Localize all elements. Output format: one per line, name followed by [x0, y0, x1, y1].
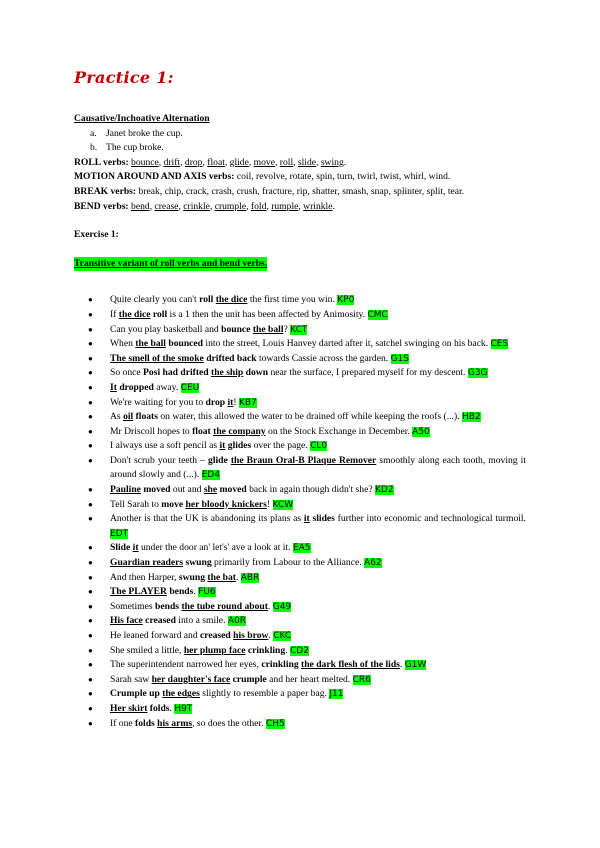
- corpus-code-badge: HB2: [461, 412, 481, 423]
- example-sentence: [74, 352, 526, 367]
- corpus-code-badge: KCW: [272, 499, 294, 510]
- verb-text: drop: [205, 396, 228, 408]
- sentence-text: smoothly along each tooth, moving it around slowly and (...).: [110, 454, 526, 481]
- corpus-code-badge: G49: [272, 601, 292, 612]
- alternation-label: a.: [90, 127, 97, 139]
- sentence-text: near the surface, I prepared myself for my descent.: [268, 367, 468, 379]
- argument-text: it: [219, 440, 226, 452]
- sentence-text: And then Harper,: [110, 571, 179, 583]
- corpus-code-badge: KB7: [238, 397, 257, 408]
- verb-item: break, chip, crack, crash, crush, fracture, rip, shatter, smash, snap, splinter, split, tear.: [138, 185, 465, 197]
- argument-text: the bat: [207, 571, 236, 583]
- sentence-text: Quite clearly you can't: [110, 294, 200, 306]
- corpus-code-badge: FU6: [198, 587, 216, 598]
- verb-item: glide: [229, 156, 249, 168]
- verb-class-name: BEND verbs:: [74, 200, 132, 212]
- corpus-code-badge: KCT: [290, 324, 308, 335]
- verb-class-line: ROLL verbs: bounce, drift, drop, float, glide, move, roll, slide, swing.: [74, 156, 347, 168]
- sentence-text: If one: [110, 717, 136, 729]
- sentence-text: .: [235, 571, 241, 583]
- verb-text: bounced: [165, 338, 204, 350]
- argument-text: it: [227, 396, 234, 408]
- argument-text: oil: [123, 411, 134, 423]
- verb-item: rumple: [271, 200, 299, 212]
- corpus-code-badge: EDT: [110, 528, 129, 539]
- sentence-text: on water, this allowed the water to be drained off while keeping the roofs (...).: [157, 411, 462, 423]
- corpus-code-badge: CD2: [289, 645, 309, 656]
- example-sentence: [74, 717, 526, 732]
- verb-text: floats: [133, 411, 158, 423]
- verb-item: wrinkle: [303, 200, 333, 212]
- sentence-text: slightly to resemble a paper bag.: [199, 688, 330, 700]
- example-sentence: [74, 571, 526, 586]
- sentence-text: is a 1 then the unit has been affected by Animosity.: [167, 308, 368, 320]
- verb-class-line: [74, 170, 526, 185]
- sentence-text: !: [266, 498, 273, 510]
- corpus-code-badge: A0R: [227, 616, 247, 627]
- sentence-text: .: [285, 644, 290, 656]
- alternation-label: b.: [90, 142, 98, 154]
- sentence-text: The superintendent narrowed her eyes,: [110, 659, 262, 671]
- exercise-heading: Exercise 1:: [74, 229, 119, 241]
- example-sentence: [74, 556, 526, 571]
- verb-item: swing: [320, 156, 344, 168]
- sentence-text: and her heart melted.: [266, 673, 353, 685]
- corpus-code-badge: A50: [412, 426, 430, 437]
- corpus-code-badge: G1S: [390, 353, 409, 364]
- corpus-code-badge: CKC: [273, 631, 292, 641]
- sentence-text: We're waiting for you to: [110, 396, 206, 408]
- argument-text: the Braun Oral-B Plaque Remover: [230, 454, 377, 466]
- sentence-text: the first time you win.: [247, 294, 338, 306]
- transitive-heading: Transitive variant of roll verbs and bend verbs.: [74, 257, 267, 272]
- argument-text: his brow: [233, 630, 269, 641]
- argument-text: Guardian readers: [110, 557, 184, 569]
- page-title: Practice 1:: [74, 68, 174, 87]
- corpus-code-badge: KP0: [337, 295, 355, 306]
- verb-class-name: MOTION AROUND AND AXIS verbs:: [74, 171, 237, 183]
- verb-class-name: ROLL verbs:: [74, 156, 132, 168]
- corpus-code-badge: CH5: [265, 718, 285, 729]
- example-sentence: [74, 483, 526, 498]
- sentence-text: over the page.: [251, 440, 311, 452]
- verb-text: Slide: [110, 542, 133, 554]
- example-sentence: [74, 293, 526, 308]
- argument-text: the ball: [135, 338, 166, 350]
- example-sentence-list: [74, 293, 526, 731]
- sentence-text: primarily from Labour to the Alliance.: [211, 557, 365, 569]
- sentence-text: towards Cassie across the garden.: [256, 352, 391, 364]
- corpus-code-badge: CES: [490, 339, 509, 350]
- verb-text: roll: [150, 308, 168, 320]
- example-sentence: [74, 512, 526, 541]
- sentence-text: .: [267, 600, 273, 612]
- corpus-code-badge: EA5: [292, 543, 311, 554]
- verb-text: move: [161, 498, 186, 510]
- sentence-text: Can you play basketball and: [110, 323, 222, 335]
- sentence-text: When: [110, 338, 136, 350]
- sentence-text: under the door an' let's' ave a look at it.: [138, 542, 293, 554]
- verb-text: float: [192, 425, 214, 437]
- argument-text: his arms: [157, 717, 193, 729]
- argument-text: her bloody knickers: [185, 498, 267, 510]
- sentence-text: .: [169, 702, 175, 714]
- verb-text: bounce: [221, 323, 253, 335]
- verb-text: Crumple up: [110, 688, 163, 700]
- corpus-code-badge: G1W: [404, 660, 427, 671]
- corpus-code-badge: A62: [364, 558, 382, 569]
- example-sentence: [74, 498, 526, 513]
- argument-text: her plump face: [183, 644, 246, 656]
- corpus-code-badge: ABR: [240, 572, 260, 583]
- verb-item: float: [207, 156, 225, 168]
- verb-class-line: [74, 185, 526, 200]
- example-sentence: [74, 629, 526, 644]
- verb-text: folds: [135, 717, 158, 729]
- verb-text: dropped: [116, 381, 154, 393]
- example-sentence: [74, 541, 526, 556]
- example-sentence: [74, 614, 526, 629]
- argument-text: The PLAYER: [110, 586, 167, 598]
- example-sentence: [74, 644, 526, 659]
- argument-text: Her skirt: [110, 702, 148, 714]
- verb-item: move: [253, 156, 275, 168]
- argument-text: the ball: [252, 323, 284, 335]
- verb-item: drift: [163, 156, 181, 168]
- sentence-text: Sarah saw: [110, 673, 152, 685]
- argument-text: the tube round about: [181, 600, 268, 612]
- verb-text: folds: [147, 702, 170, 714]
- example-sentence: [74, 673, 526, 688]
- example-sentence: [74, 308, 526, 323]
- example-sentence: [74, 425, 526, 440]
- sentence-text: I always use a soft pencil as: [110, 440, 220, 452]
- alternation-list: [74, 127, 526, 156]
- verb-text: crinkling: [261, 659, 302, 671]
- argument-text: the dice: [215, 294, 248, 306]
- verb-text: Posi had drifted: [143, 367, 212, 379]
- sentence-text: ?: [283, 323, 291, 335]
- argument-text: it: [303, 513, 310, 525]
- verb-text: swung: [178, 571, 208, 583]
- sentence-text: Sometimes: [110, 600, 156, 612]
- argument-text: Pauline: [110, 484, 141, 496]
- sentence-text: He leaned forward and: [110, 630, 201, 641]
- verb-text: bends: [166, 586, 194, 598]
- sentence-text: out and: [170, 484, 204, 496]
- example-sentence: [74, 366, 526, 381]
- sentence-text: !: [233, 396, 239, 408]
- alternation-text: The cup broke.: [106, 142, 164, 154]
- verb-item: bend: [131, 200, 150, 212]
- verb-text: drifted back: [203, 352, 257, 364]
- verb-item: fold: [250, 200, 267, 212]
- example-sentence: [74, 381, 526, 396]
- argument-text: the dice: [118, 308, 151, 320]
- example-sentence: [74, 410, 526, 425]
- sentence-text: Mr Driscoll hopes to: [110, 425, 193, 437]
- verb-item: coil, revolve, rotate, spin, turn, twirl, twist, whirl, wind.: [236, 171, 451, 183]
- corpus-code-badge: KD2: [375, 485, 394, 496]
- sentence-text: As: [110, 411, 124, 423]
- example-sentence: [74, 585, 526, 600]
- verb-text: crumple: [230, 673, 267, 685]
- example-sentence: [74, 454, 526, 483]
- verb-text: slides: [309, 513, 335, 525]
- example-sentence: [74, 658, 526, 673]
- corpus-code-badge: ED4: [201, 470, 220, 481]
- verb-item: drop: [184, 156, 203, 168]
- verb-text: roll: [199, 294, 216, 306]
- verb-text: moved: [140, 484, 171, 496]
- verb-item: crinkle: [183, 200, 210, 212]
- argument-text: her daughter's face: [151, 673, 231, 685]
- argument-text: she: [203, 484, 218, 496]
- verb-item: roll: [279, 156, 294, 168]
- verb-item: slide: [297, 156, 317, 168]
- example-sentence: [74, 323, 526, 338]
- verb-item: bounce: [131, 156, 159, 168]
- sentence-text: into the street, Louis Hanvey darted after it, satchel swinging on his back.: [203, 338, 491, 350]
- corpus-code-badge: CEU: [180, 382, 200, 393]
- example-sentence: [74, 600, 526, 615]
- sentence-text: Tell Sarah to: [110, 498, 162, 510]
- sentence-text: If: [110, 308, 119, 320]
- verb-class-list: [74, 156, 526, 214]
- sentence-text: Another is that the UK is abandoning its plans as: [110, 513, 304, 525]
- corpus-code-badge: CL0: [310, 441, 328, 452]
- sentence-text: She smiled a little,: [110, 644, 184, 656]
- argument-text: The smell of the smoke: [110, 352, 204, 364]
- argument-text: the ship: [211, 367, 244, 379]
- example-sentence: [74, 337, 526, 352]
- sentence-text: away.: [153, 381, 181, 393]
- argument-text: His face: [110, 615, 143, 627]
- alternation-text: Janet broke the cup.: [106, 127, 183, 139]
- argument-text: the dark flesh of the lids: [301, 659, 400, 671]
- sentence-text: .: [399, 659, 405, 671]
- example-sentence: [74, 702, 526, 717]
- corpus-code-badge: CR6: [352, 674, 371, 685]
- section-heading: Causative/Inchoative Alternation: [74, 113, 210, 124]
- example-sentence: [74, 396, 526, 411]
- argument-text: it: [132, 542, 139, 554]
- example-sentence: [74, 687, 526, 702]
- verb-text: bends: [155, 600, 182, 612]
- verb-text: moved: [217, 484, 247, 496]
- example-sentence: [74, 439, 526, 454]
- verb-text: creased: [142, 615, 176, 627]
- corpus-code-badge: G3G: [467, 368, 488, 379]
- sentence-text: back in again though didn't she?: [246, 484, 376, 496]
- alternation-item: [74, 127, 526, 142]
- sentence-text: into a smile.: [175, 615, 228, 627]
- sentence-text: .: [193, 586, 199, 598]
- verb-text: glides: [225, 440, 252, 452]
- verb-item: crease: [154, 200, 179, 212]
- corpus-code-badge: H9T: [174, 703, 193, 714]
- alternation-item: [74, 141, 526, 156]
- verb-text: creased: [200, 630, 234, 641]
- sentence-text: So once: [110, 367, 144, 379]
- verb-text: down: [243, 367, 269, 379]
- sentence-text: on the Stock Exchange in December.: [265, 425, 413, 437]
- corpus-code-badge: CMC: [367, 309, 388, 320]
- document-body: [74, 112, 526, 731]
- verb-text: glide: [208, 454, 231, 466]
- sentence-text: further into economic and technological turmoil.: [334, 513, 526, 525]
- sentence-text: .: [268, 630, 274, 641]
- argument-text: the edges: [162, 688, 200, 700]
- verb-class-name: BREAK verbs:: [74, 185, 139, 197]
- verb-item: crumple: [214, 200, 247, 212]
- corpus-code-badge: J11: [329, 689, 344, 700]
- verb-class-line: BEND verbs: bend, crease, crinkle, crumple, fold, rumple, wrinkle.: [74, 200, 335, 212]
- sentence-text: , so does the other.: [192, 717, 266, 729]
- verb-text: swung: [183, 557, 212, 569]
- argument-text: the company: [213, 425, 266, 437]
- argument-text: It: [110, 381, 117, 393]
- sentence-text: Don't scrub your teeth –: [110, 454, 209, 466]
- verb-text: crinkling: [245, 644, 286, 656]
